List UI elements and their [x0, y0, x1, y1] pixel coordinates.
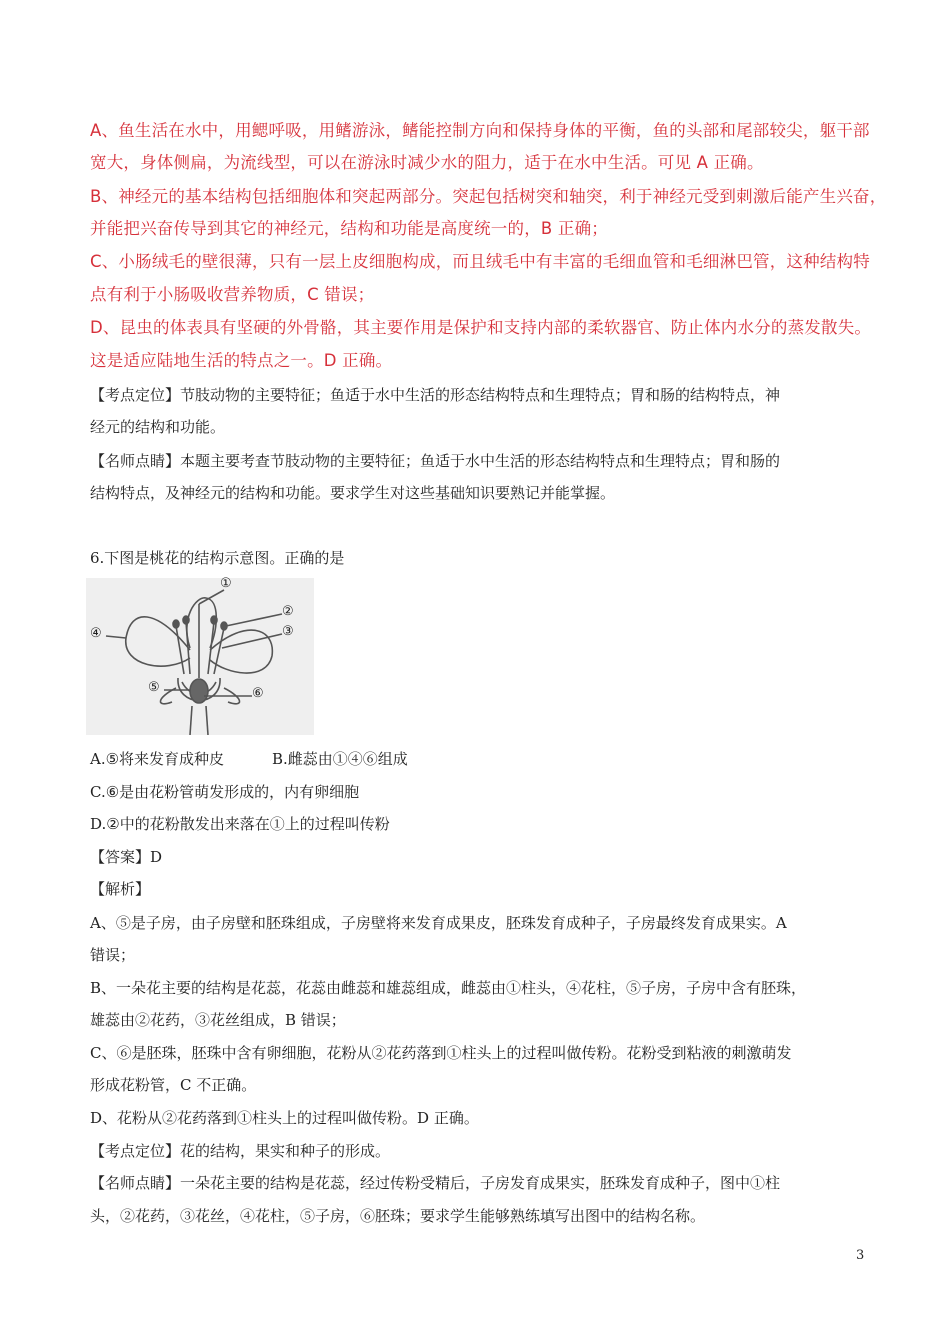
peach-flower-diagram: [86, 578, 314, 735]
jiexi-c-line2: 形成花粉管，C 不正确。: [90, 1076, 257, 1094]
jiexi-b-line1: B、一朵花主要的结构是花蕊，花蕊由雌蕊和雄蕊组成，雌蕊由①柱头，④花柱，⑤子房，子房中含有胚珠，: [90, 979, 807, 997]
answer: 【答案】D: [90, 848, 163, 866]
figure-label-6: ⑥: [252, 686, 264, 701]
jiexi-a-line2: 错误；: [90, 946, 136, 964]
figure-label-5: ⑤: [148, 680, 160, 695]
option-d: D.②中的花粉散发出来落在①上的过程叫传粉: [90, 815, 390, 833]
q6-dianjing-line1: 【名师点睛】一朵花主要的结构是花蕊，经过传粉受精后，子房发育成果实，胚珠发育成种子，图中①柱: [90, 1174, 781, 1192]
q6-stem: 6.下图是桃花的结构示意图。正确的是: [90, 549, 345, 567]
jiexi-heading: 【解析】: [90, 880, 151, 898]
analysis-b-line1: B、神经元的基本结构包括细胞体和突起两部分。突起包括树突和轴突，利于神经元受到刺激后能产生兴奋，: [90, 187, 887, 206]
option-c: C.⑥是由花粉管萌发形成的，内有卵细胞: [90, 783, 360, 801]
figure-label-3: ③: [282, 624, 294, 639]
kaodian-line2: 经元的结构和功能。: [90, 418, 226, 436]
dianjing-line1: 【名师点睛】本题主要考查节肢动物的主要特征；鱼适于水中生活的形态结构特点和生理特点；胃和肠的: [90, 452, 781, 470]
left-petal-shape: [126, 617, 190, 666]
jiexi-d: D、花粉从②花药落到①柱头上的过程叫做传粉。D 正确。: [90, 1109, 479, 1127]
jiexi-b-line2: 雄蕊由②花药，③花丝组成，B 错误；: [90, 1011, 346, 1029]
figure-label-2: ②: [282, 604, 294, 619]
option-a: A.⑤将来发育成种皮: [90, 750, 225, 768]
figure-label-4: ④: [90, 626, 102, 641]
analysis-d-line1: D、昆虫的体表具有坚硬的外骨骼，其主要作用是保护和支持内部的柔软器官、防止体内水分的蒸发散失。: [90, 318, 872, 337]
dianjing-line2: 结构特点，及神经元的结构和功能。要求学生对这些基础知识要熟记并能掌握。: [90, 484, 616, 502]
analysis-a-line2: 宽大，身体侧扁，为流线型，可以在游泳时减少水的阻力，适于在水中生活。可见 A 正确。: [90, 153, 764, 172]
flower-illustration: [86, 578, 314, 735]
jiexi-c-line1: C、⑥是胚珠，胚珠中含有卵细胞，花粉从②花药落到①柱头上的过程叫做传粉。花粉受到粘液的刺激萌发: [90, 1044, 792, 1062]
kaodian-line1: 【考点定位】节肢动物的主要特征；鱼适于水中生活的形态结构特点和生理特点；胃和肠的结构特点，神: [90, 386, 781, 404]
jiexi-a-line1: A、⑤是子房，由子房壁和胚珠组成，子房壁将来发育成果皮，胚珠发育成种子，子房最终发育成果实。A: [90, 914, 787, 932]
analysis-c-line2: 点有利于小肠吸收营养物质，C 错误；: [90, 285, 375, 304]
analysis-b-line2: 并能把兴奋传导到其它的神经元，结构和功能是高度统一的，B 正确；: [90, 219, 608, 238]
figure-label-1: ①: [220, 576, 232, 591]
analysis-a-line1: A、鱼生活在水中，用鳃呼吸，用鳍游泳，鳍能控制方向和保持身体的平衡，鱼的头部和尾部较尖，躯干部: [90, 121, 870, 140]
q6-kaodian: 【考点定位】花的结构，果实和种子的形成。: [90, 1142, 391, 1160]
analysis-c-line1: C、小肠绒毛的壁很薄，只有一层上皮细胞构成，而且绒毛中有丰富的毛细血管和毛细淋巴管，这种结构特: [90, 252, 870, 271]
page-number: 3: [856, 1248, 865, 1263]
option-b: B.雌蕊由①④⑥组成: [272, 750, 408, 768]
analysis-d-line2: 这是适应陆地生活的特点之一。D 正确。: [90, 351, 393, 370]
q6-dianjing-line2: 头，②花药，③花丝，④花柱，⑤子房，⑥胚珠；要求学生能够熟练填写出图中的结构名称。: [90, 1207, 706, 1225]
